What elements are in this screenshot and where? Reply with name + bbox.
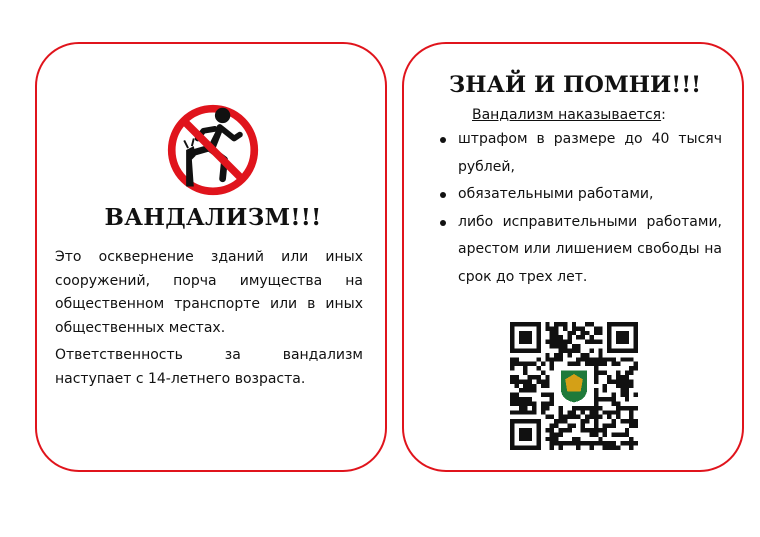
list-item (438, 126, 722, 181)
right-card (402, 42, 744, 472)
left-card (35, 42, 387, 472)
list-item (438, 209, 722, 292)
list-item (438, 181, 722, 209)
qr-code-icon[interactable] (510, 322, 638, 450)
bullet-icon (440, 192, 446, 198)
know-remember-title: ЗНАЙ И ПОМНИ!!! (449, 72, 701, 98)
list-item-text: штрафом в размере до 40 тысяч рублей, (458, 131, 722, 175)
list-item-text: либо исправительными работами, арестом или лишением свободы на срок до трех лет. (458, 213, 722, 285)
list-item-text: обязательными работами, (458, 186, 654, 202)
no-vandalism-icon (165, 102, 261, 198)
bullet-icon (440, 220, 446, 226)
definition-paragraph: Это осквернение зданий или иных сооружений, порча имущества на общественном транспорте или в иных общественных местах. (55, 249, 363, 336)
vandalism-title: ВАНДАЛИЗМ!!! (104, 204, 322, 231)
responsibility-paragraph: Ответственность за вандализм наступает с 14-летнего возраста. (55, 347, 363, 387)
bullet-icon (440, 137, 446, 143)
punishment-lead-text: Вандализм наказывается (472, 107, 662, 123)
punishment-list (438, 126, 722, 291)
punishment-lead-colon: : (661, 107, 666, 123)
punishment-lead (472, 107, 666, 123)
